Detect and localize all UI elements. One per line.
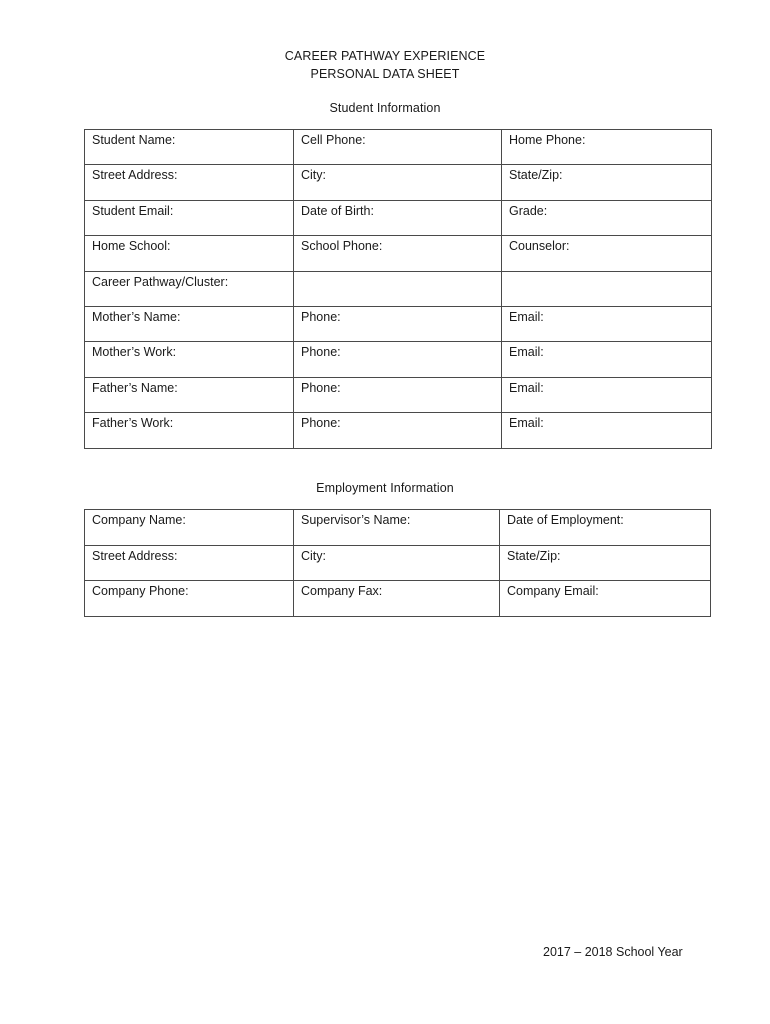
company-state-zip-field[interactable] xyxy=(500,545,711,581)
field-label: School Phone: xyxy=(301,239,383,254)
field-label: Counselor: xyxy=(509,239,570,254)
mothers-work-phone-field[interactable] xyxy=(294,342,502,377)
table-row xyxy=(85,413,712,448)
mothers-work-field[interactable] xyxy=(85,342,294,377)
fathers-work-phone-field[interactable] xyxy=(294,413,502,448)
cell-phone-field[interactable] xyxy=(294,130,502,165)
street-address-field[interactable] xyxy=(85,165,294,200)
field-label: Street Address: xyxy=(92,548,178,563)
fathers-phone-field[interactable] xyxy=(294,377,502,412)
career-pathway-cell-3[interactable] xyxy=(502,271,712,306)
field-label: Father’s Name: xyxy=(92,380,178,395)
table-row xyxy=(85,236,712,271)
field-label: Email: xyxy=(509,309,544,324)
field-label: Father’s Work: xyxy=(92,416,174,431)
field-label: Supervisor’s Name: xyxy=(301,513,411,527)
field-label xyxy=(509,272,711,275)
employment-information-heading: Employment Information xyxy=(316,481,454,495)
form-title-line-2: PERSONAL DATA SHEET xyxy=(310,67,460,81)
field-label: Grade: xyxy=(509,203,548,218)
mothers-work-email-field[interactable] xyxy=(502,342,712,377)
field-label: Company Name: xyxy=(92,513,186,527)
fathers-email-field[interactable] xyxy=(502,377,712,412)
company-fax-field[interactable] xyxy=(294,581,500,617)
field-label: City: xyxy=(301,548,326,563)
field-label: Street Address: xyxy=(92,168,178,183)
fathers-name-field[interactable] xyxy=(85,377,294,412)
date-of-birth-field[interactable] xyxy=(294,200,502,235)
table-row xyxy=(85,130,712,165)
supervisors-name-field[interactable] xyxy=(294,510,500,546)
student-information-table xyxy=(84,129,712,449)
field-label: Student Email: xyxy=(92,203,174,218)
company-email-field[interactable] xyxy=(500,581,711,617)
grade-field[interactable] xyxy=(502,200,712,235)
career-pathway-cell-2[interactable] xyxy=(294,271,502,306)
field-label: Home Phone: xyxy=(509,133,586,147)
field-label: Date of Birth: xyxy=(301,203,374,218)
field-label: State/Zip: xyxy=(509,168,563,183)
home-school-field[interactable] xyxy=(85,236,294,271)
career-pathway-cluster-field[interactable] xyxy=(85,271,294,306)
company-city-field[interactable] xyxy=(294,545,500,581)
counselor-field[interactable] xyxy=(502,236,712,271)
field-label: Company Fax: xyxy=(301,584,383,598)
student-name-field[interactable] xyxy=(85,130,294,165)
field-label: Date of Employment: xyxy=(507,513,624,527)
date-of-employment-field[interactable] xyxy=(500,510,711,546)
field-label: Home School: xyxy=(92,239,171,254)
field-label: Phone: xyxy=(301,416,341,431)
company-street-address-field[interactable] xyxy=(85,545,294,581)
field-label: Cell Phone: xyxy=(301,133,366,147)
field-label: Phone: xyxy=(301,380,341,395)
table-row xyxy=(85,377,712,412)
mothers-name-field[interactable] xyxy=(85,306,294,341)
field-label: City: xyxy=(301,168,326,183)
city-field[interactable] xyxy=(294,165,502,200)
field-label xyxy=(301,272,501,275)
field-label: Company Email: xyxy=(507,584,599,598)
company-name-field[interactable] xyxy=(85,510,294,546)
school-phone-field[interactable] xyxy=(294,236,502,271)
state-zip-field[interactable] xyxy=(502,165,712,200)
field-label: Mother’s Name: xyxy=(92,309,181,324)
school-year-footer: 2017 – 2018 School Year xyxy=(543,945,683,959)
mothers-email-field[interactable] xyxy=(502,306,712,341)
table-row xyxy=(85,342,712,377)
field-label: Student Name: xyxy=(92,133,176,147)
field-label: Email: xyxy=(509,345,544,360)
form-title-line-1: CAREER PATHWAY EXPERIENCE xyxy=(284,49,486,63)
table-row xyxy=(85,271,712,306)
home-phone-field[interactable] xyxy=(502,130,712,165)
table-row xyxy=(85,545,711,581)
student-email-field[interactable] xyxy=(85,200,294,235)
table-row xyxy=(85,165,712,200)
fathers-work-email-field[interactable] xyxy=(502,413,712,448)
field-label: Phone: xyxy=(301,309,341,324)
field-label: State/Zip: xyxy=(507,548,561,563)
table-row xyxy=(85,510,711,546)
student-information-heading: Student Information xyxy=(329,101,441,115)
table-row xyxy=(85,581,711,617)
table-row xyxy=(85,306,712,341)
table-row xyxy=(85,200,712,235)
fathers-work-field[interactable] xyxy=(85,413,294,448)
field-label: Phone: xyxy=(301,345,341,360)
company-phone-field[interactable] xyxy=(85,581,294,617)
employment-information-table xyxy=(84,509,711,617)
field-label: Email: xyxy=(509,380,544,395)
field-label: Email: xyxy=(509,416,544,431)
mothers-phone-field[interactable] xyxy=(294,306,502,341)
field-label: Mother’s Work: xyxy=(92,345,177,360)
field-label: Company Phone: xyxy=(92,584,189,598)
field-label: Career Pathway/Cluster: xyxy=(92,274,229,289)
